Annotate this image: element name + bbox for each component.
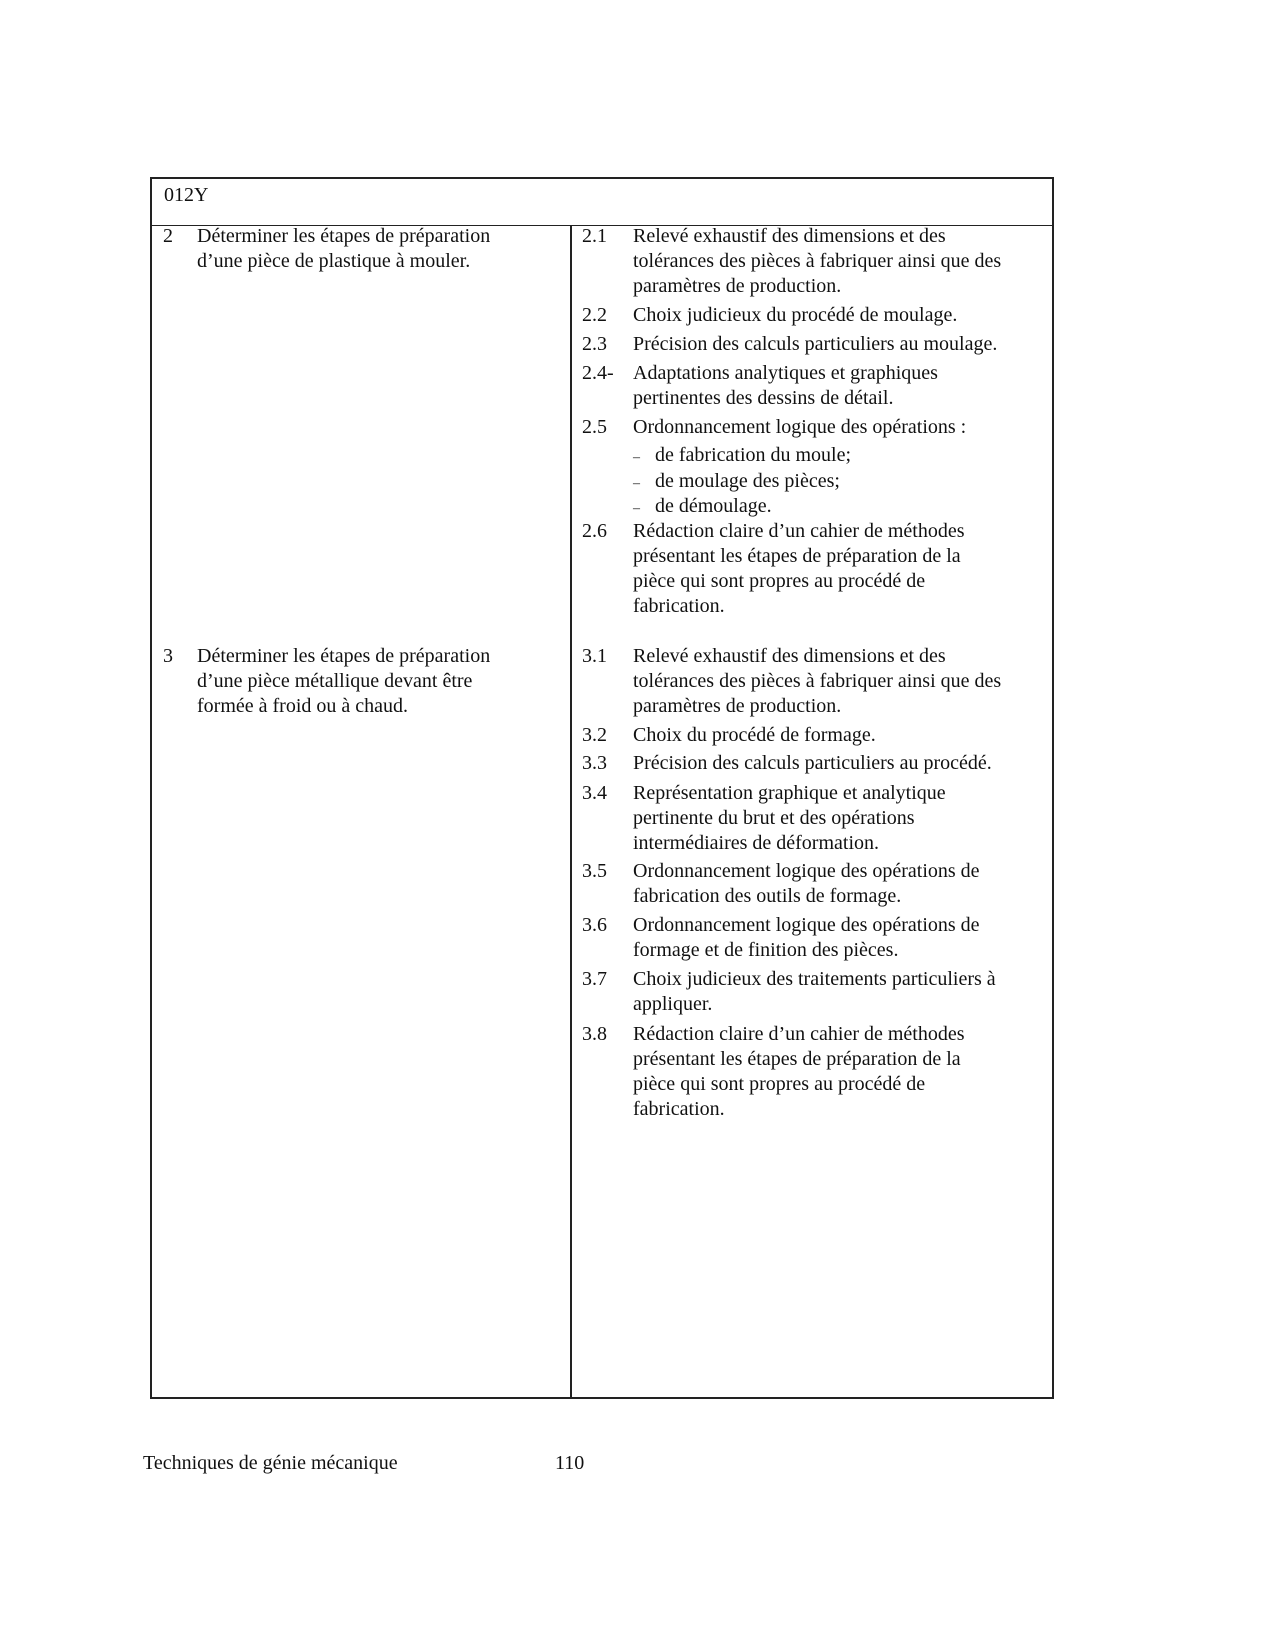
sub-item-text: de démoulage. — [655, 495, 772, 517]
item-number: 2.3 — [582, 333, 607, 355]
text-line: intermédiaires de déformation. — [633, 832, 880, 854]
item-text — [633, 361, 938, 411]
item-number: 3.7 — [582, 968, 607, 990]
item-text — [633, 913, 980, 963]
item-number: 3.3 — [582, 752, 607, 774]
item-text — [633, 519, 965, 619]
text-line: Ordonnancement logique des opérations de — [633, 914, 980, 936]
text-line: tolérances des pièces à fabriquer ainsi que des — [633, 670, 1002, 692]
footer-title: Techniques de génie mécanique — [143, 1452, 398, 1474]
item-number: 3.8 — [582, 1023, 607, 1045]
text-line: Relevé exhaustif des dimensions et des — [633, 225, 946, 247]
text-line: Précision des calculs particuliers au moulage. — [633, 333, 998, 355]
item-number: 2.4- — [582, 362, 614, 384]
text-line: paramètres de production. — [633, 275, 842, 297]
item-number: 2.2 — [582, 304, 607, 326]
dash-bullet-icon: – — [633, 450, 640, 465]
text-line: formage et de finition des pièces. — [633, 939, 899, 961]
text-line: pertinente du brut et des opérations — [633, 807, 915, 829]
text-line: Choix judicieux des traitements particuliers à — [633, 968, 996, 990]
dash-bullet-icon: – — [633, 476, 640, 491]
item-number: 2.6 — [582, 520, 607, 542]
item-text — [633, 781, 946, 856]
sub-item-text: de moulage des pièces; — [655, 470, 840, 492]
course-code: 012Y — [164, 184, 209, 206]
text-line: Relevé exhaustif des dimensions et des — [633, 645, 946, 667]
text-line: Ordonnancement logique des opérations : — [633, 416, 967, 438]
text-line: fabrication. — [633, 595, 725, 617]
text-line: Déterminer les étapes de préparation — [197, 225, 491, 247]
text-line: Rédaction claire d’un cahier de méthodes — [633, 1023, 965, 1045]
item-number: 3.6 — [582, 914, 607, 936]
item-text — [633, 332, 997, 357]
item-text — [633, 1022, 965, 1122]
item-number: 3.4 — [582, 782, 607, 804]
sub-item — [633, 469, 840, 496]
item-number: 2 — [163, 225, 173, 247]
text-line: Déterminer les étapes de préparation — [197, 645, 491, 667]
text-line: Rédaction claire d’un cahier de méthodes — [633, 520, 965, 542]
item-number: 3.5 — [582, 860, 607, 882]
item-number: 2.1 — [582, 225, 607, 247]
item-text — [633, 859, 980, 909]
item-text — [633, 303, 957, 328]
text-line: pertinentes des dessins de détail. — [633, 387, 894, 409]
text-line: appliquer. — [633, 993, 713, 1015]
text-line: pièce qui sont propres au procédé de — [633, 570, 926, 592]
item-text — [633, 224, 1001, 299]
text-line: Choix du procédé de formage. — [633, 724, 876, 746]
item-number: 3.2 — [582, 724, 607, 746]
text-line: d’une pièce de plastique à mouler. — [197, 250, 471, 272]
item-text — [633, 967, 996, 1017]
item-text — [197, 224, 490, 274]
text-line: Précision des calculs particuliers au procédé. — [633, 752, 992, 774]
text-line: pièce qui sont propres au procédé de — [633, 1073, 926, 1095]
text-line: tolérances des pièces à fabriquer ainsi que des — [633, 250, 1002, 272]
text-line: Ordonnancement logique des opérations de — [633, 860, 980, 882]
sub-item — [633, 443, 851, 470]
text-line: Représentation graphique et analytique — [633, 782, 946, 804]
item-text — [633, 751, 992, 776]
item-text — [633, 723, 876, 748]
text-line: d’une pièce métallique devant être — [197, 670, 473, 692]
page-number: 110 — [555, 1452, 585, 1474]
sub-item-text: de fabrication du moule; — [655, 444, 852, 466]
text-line: fabrication. — [633, 1098, 725, 1120]
text-line: Adaptations analytiques et graphiques — [633, 362, 938, 384]
item-text — [633, 644, 1001, 719]
item-number: 3 — [163, 645, 173, 667]
dash-bullet-icon: – — [633, 501, 640, 516]
text-line: présentant les étapes de préparation de la — [633, 545, 961, 567]
text-line: paramètres de production. — [633, 695, 842, 717]
sub-item — [633, 494, 772, 521]
item-text — [633, 415, 966, 440]
text-line: fabrication des outils de formage. — [633, 885, 902, 907]
item-number: 2.5 — [582, 416, 607, 438]
text-line: formée à froid ou à chaud. — [197, 695, 409, 717]
item-number: 3.1 — [582, 645, 607, 667]
text-line: présentant les étapes de préparation de la — [633, 1048, 961, 1070]
text-line: Choix judicieux du procédé de moulage. — [633, 304, 958, 326]
item-text — [197, 644, 490, 719]
